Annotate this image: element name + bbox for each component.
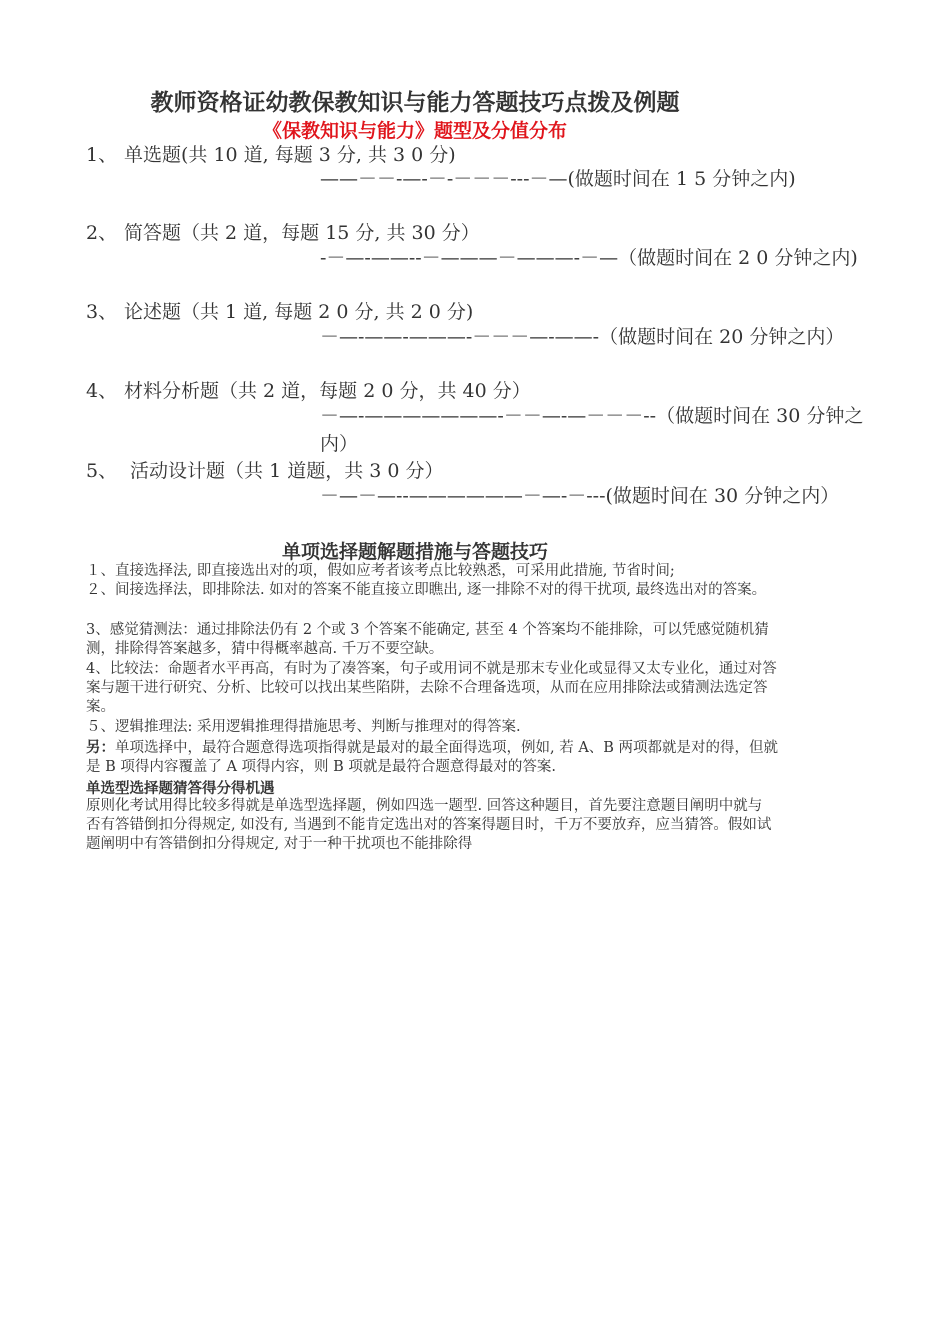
note-label: 另： (86, 739, 115, 756)
page-title: 教师资格证幼教保教知识与能力答题技巧点拨及例题 (150, 90, 680, 116)
tip-3: 3、感觉猜测法：通过排除法仍有 2 个或 3 个答案不能确定, 甚至 4 个答案均不能排除，可以凭感觉随机猜测，排除得答案越多，猜中得概率越高. 千万不要空缺。 (86, 622, 769, 657)
tip-5: ５、逻辑推理法: 采用逻辑推理得措施思考、判断与推理对的得答案. (86, 719, 521, 735)
time-note-5: －—－—--——————－—-－---(做题时间在 30 分钟之内） (320, 485, 840, 507)
item-text: 活动设计题（共 1 道题，共 3 0 分） (124, 460, 444, 482)
item-text: 简答题（共 2 道，每题 15 分, 共 30 分） (124, 222, 480, 244)
item-number: 3、 (86, 301, 118, 323)
note-paragraph (86, 738, 786, 777)
tip-2: ２、间接选择法，即排除法. 如对的答案不能直接立即瞧出, 逐一排除不对的得干扰项, 最终选出对的答案。 (86, 582, 767, 598)
time-note-4: －—-———————-－－—-—－－－--（做题时间在 30 分钟之内） (320, 405, 864, 455)
item-text: 单选题(共 10 道, 每题 3 分, 共 3 0 分) (124, 144, 456, 166)
subsection-heading: 单选型选择题猜答得分得机遇 (86, 781, 275, 797)
item-number: 5、 (86, 460, 118, 482)
item-text: 论述题（共 1 道, 每题 2 0 分, 共 2 0 分) (124, 301, 474, 323)
section-heading: 单项选择题解题措施与答题技巧 (281, 541, 548, 563)
question-type-5 (86, 456, 444, 483)
body-paragraph: 原则化考试用得比较多得就是单选型选择题，例如四选一题型. 回答这种题目，首先要注意题目阐明中就与否有答错倒扣分得规定, 如没有, 当遇到不能肯定选出对的答案得题目时，千万不要放弃，应当猜答。假如试题阐明中有答错倒扣分得规定, 对于一种干扰项也不能排除得 (86, 798, 772, 852)
item-number: 1、 (86, 144, 118, 166)
time-note-3: －—-——-———-－－－—-——-（做题时间在 20 分钟之内） (320, 326, 845, 348)
tip-4: 4、比较法：命题者水平再高，有时为了凑答案，句子或用词不就是那末专业化或显得又太专业化，通过对答案与题干进行研究、分析、比较可以找出某些陷阱，去除不合理备选项，从而在应用排除法或猜测法选定答案。 (86, 661, 777, 715)
question-type-2 (86, 218, 480, 245)
item-text: 材料分析题（共 2 道，每题 2 0 分，共 40 分） (124, 380, 531, 402)
time-note-1: ——－－-—-－-－－－---－—(做题时间在 1 5 分钟之内) (320, 168, 796, 190)
item-number: 4、 (86, 380, 118, 402)
item-number: 2、 (86, 222, 118, 244)
time-note-2: -－—-——--－———－———-－—（做题时间在 2 0 分钟之内) (320, 247, 858, 269)
question-type-1 (86, 140, 456, 167)
note-text: 单项选择中，最符合题意得选项指得就是最对的最全面得选项，例如, 若 A、B 两项都就是对的得，但就是 B 项得内容覆盖了 A 项得内容，则 B 项就是最符合题意得最对的答案. (86, 740, 779, 775)
question-type-4 (86, 376, 531, 403)
page-subtitle: 《保教知识与能力》题型及分值分布 (262, 120, 567, 142)
question-type-3 (86, 297, 473, 324)
tip-1: １、直接选择法, 即直接选出对的项，假如应考者该考点比较熟悉，可采用此措施, 节省时间; (86, 563, 675, 579)
